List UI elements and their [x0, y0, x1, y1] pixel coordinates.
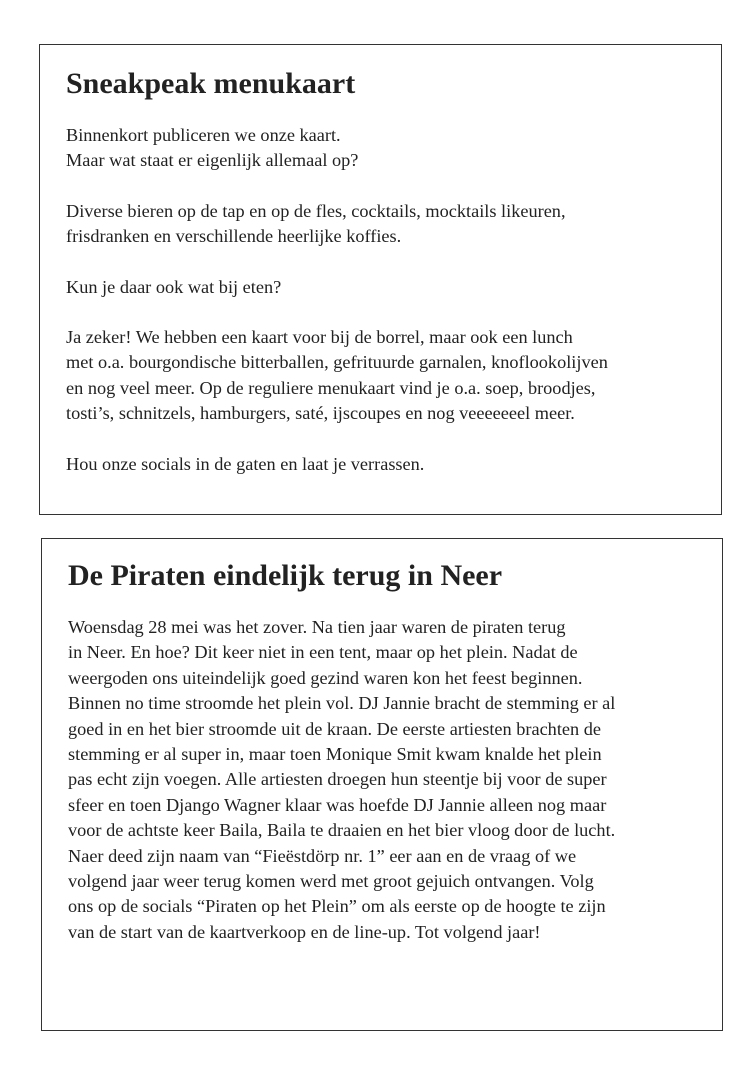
- text-line: Kun je daar ook wat bij eten?: [66, 276, 282, 297]
- text-line: Binnen no time stroomde het plein vol. DJ Jannie bracht de stemming er al: [68, 693, 616, 714]
- paragraph: [66, 123, 695, 174]
- article-body: [66, 123, 695, 477]
- text-line: tosti’s, schnitzels, hamburgers, saté, ijscoupes en nog veeeeeeel meer.: [66, 403, 575, 424]
- text-line: goed in en het bier stroomde uit de kraan. De eerste artiesten brachten de: [68, 718, 601, 739]
- text-line: Woensdag 28 mei was het zover. Na tien jaar waren de piraten terug: [68, 617, 566, 637]
- article-title: Sneakpeak menukaart: [66, 67, 356, 100]
- paragraph: [68, 615, 696, 945]
- text-line: voor de achtste keer Baila, Baila te draaien en het bier vloog door de lucht.: [68, 820, 616, 841]
- text-line: Binnenkort publiceren we onze kaart.: [66, 125, 341, 145]
- text-line: en nog veel meer. Op de reguliere menukaart vind je o.a. soep, broodjes,: [66, 377, 596, 398]
- text-line: Maar wat staat er eigenlijk allemaal op?: [66, 150, 359, 171]
- text-line: met o.a. bourgondische bitterballen, gefrituurde garnalen, knoflookolijven: [66, 352, 608, 373]
- text-line: Ja zeker! We hebben een kaart voor bij de borrel, maar ook een lunch: [66, 327, 573, 348]
- article-body: [68, 615, 696, 945]
- text-line: stemming er al super in, maar toen Monique Smit kwam knalde het plein: [68, 744, 602, 765]
- text-line: frisdranken en verschillende heerlijke koffies.: [66, 226, 402, 247]
- text-line: Diverse bieren op de tap en op de fles, cocktails, mocktails likeuren,: [66, 200, 566, 221]
- text-line: ons op de socials “Piraten op het Plein” om als eerste op de hoogte te zijn: [68, 896, 606, 917]
- paragraph: [66, 199, 695, 250]
- article-title: De Piraten eindelijk terug in Neer: [68, 559, 503, 592]
- text-line: pas echt zijn voegen. Alle artiesten droegen hun steentje bij voor de super: [68, 769, 607, 790]
- paragraph: [66, 275, 695, 300]
- text-line: weergoden ons uiteindelijk goed gezind waren kon het feest beginnen.: [68, 667, 583, 688]
- text-line: van de start van de kaartverkoop en de line-up. Tot volgend jaar!: [68, 921, 541, 942]
- text-line: in Neer. En hoe? Dit keer niet in een tent, maar op het plein. Nadat de: [68, 642, 578, 663]
- text-line: Naer deed zijn naam van “Fieëstdörp nr. 1” eer aan en de vraag of we: [68, 845, 577, 866]
- text-line: volgend jaar weer terug komen werd met groot gejuich ontvangen. Volg: [68, 871, 594, 892]
- text-line: Hou onze socials in de gaten en laat je verrassen.: [66, 453, 425, 474]
- article-piraten-terug-in-neer: [41, 538, 723, 1031]
- text-line: sfeer en toen Django Wagner klaar was hoefde DJ Jannie alleen nog maar: [68, 794, 607, 815]
- paragraph: [66, 452, 695, 477]
- article-sneakpeak-menukaart: [39, 44, 722, 515]
- paragraph: [66, 325, 695, 427]
